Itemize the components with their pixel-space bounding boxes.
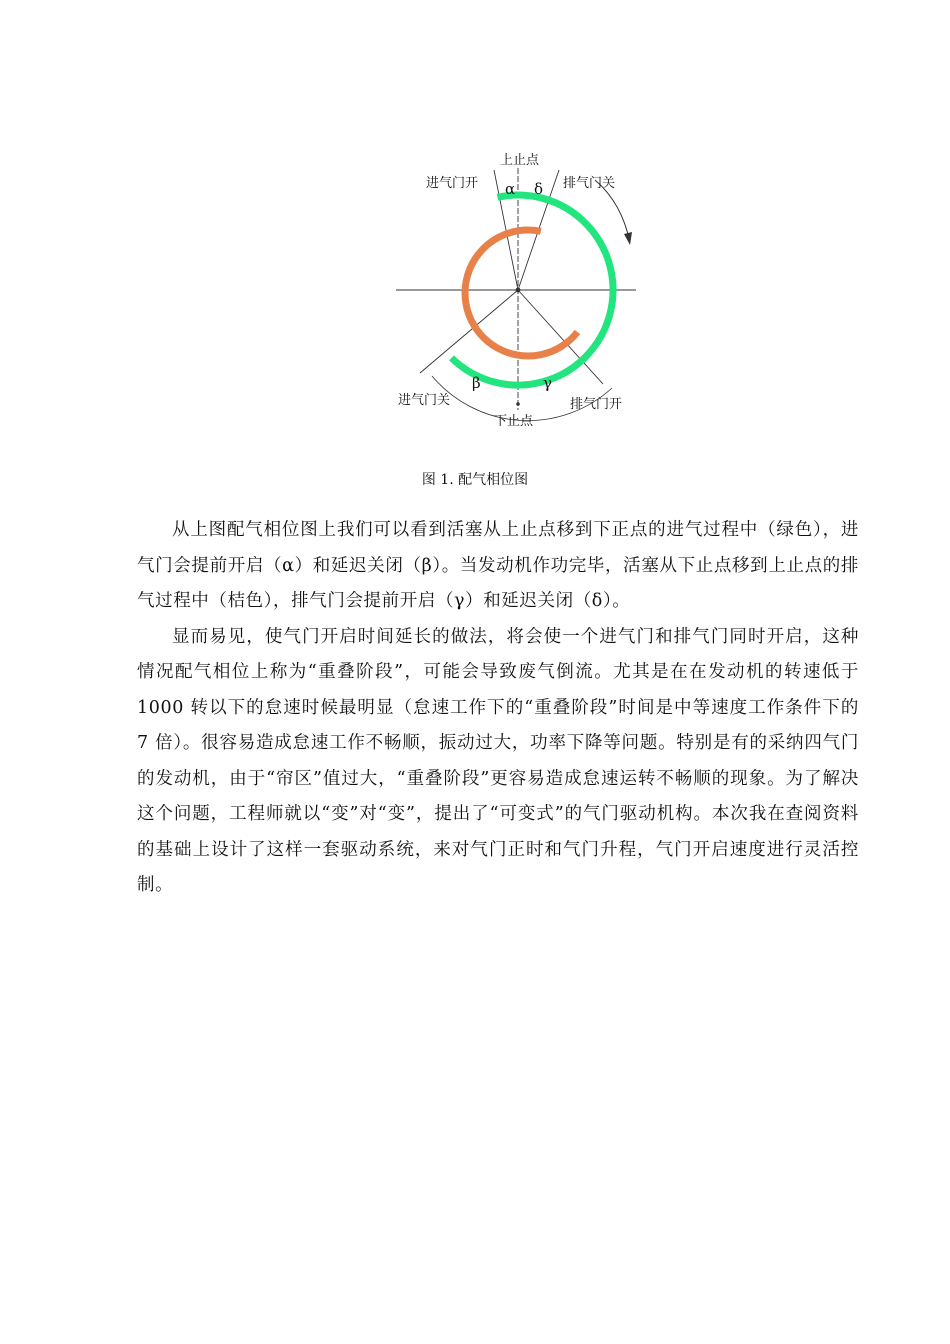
valve-timing-svg (390, 148, 640, 433)
label-bdc: 下止点 (494, 414, 534, 429)
paragraph-2: 显而易见，使气门开启时间延长的做法，将会使一个进气门和排气门同时开启，这种情况配气相位上称为“重叠阶段”，可能会导致废气倒流。尤其是在在发动机的转速低于 1000 转以下的怠速时候最明显（怠速工作下的“重叠阶段”时间是中等速度工作条件下的 7 倍）。很容易造成怠速工作不畅顺，振动过大，功率下降等问题。特别是有的采纳四气门的发动机，由于“帘区”值过大，“重叠阶段”更容易造成怠速运转不畅顺的现象。为了解决这个问题，工程师就以“变”对“变”，提出了“可变式”的气门驱动机构。本次我在查阅资料的基础上设计了这样一套驱动系统，来对气门正时和气门升程，气门开启速度进行灵活控制。 (137, 626, 859, 895)
greek-alpha: α (505, 180, 516, 198)
label-exhaust-open: 排气门开 (570, 397, 623, 412)
body-text (137, 513, 859, 904)
rotation-arrow-head (624, 232, 632, 245)
greek-beta: β (472, 374, 481, 392)
label-exhaust-close: 排气门关 (563, 176, 616, 191)
valve-timing-diagram (390, 148, 640, 433)
figure-caption: 图 1. 配气相位图 (421, 472, 529, 488)
label-intake-close: 进气门关 (398, 393, 451, 408)
label-tdc: 上止点 (500, 153, 540, 168)
exhaust-open-line (518, 290, 603, 384)
label-intake-open: 进气门开 (426, 176, 479, 191)
greek-delta: δ (534, 180, 544, 198)
greek-gamma: γ (543, 374, 552, 392)
paragraph-1: 从上图配气相位图上我们可以看到活塞从上止点移到下正点的进气过程中（绿色），进气门会提前开启（α）和延迟关闭（β）。当发动机作功完毕，活塞从下止点移到上止点的排气过程中（桔色），排气门会提前开启（γ）和延迟关闭（δ）。 (137, 520, 859, 611)
